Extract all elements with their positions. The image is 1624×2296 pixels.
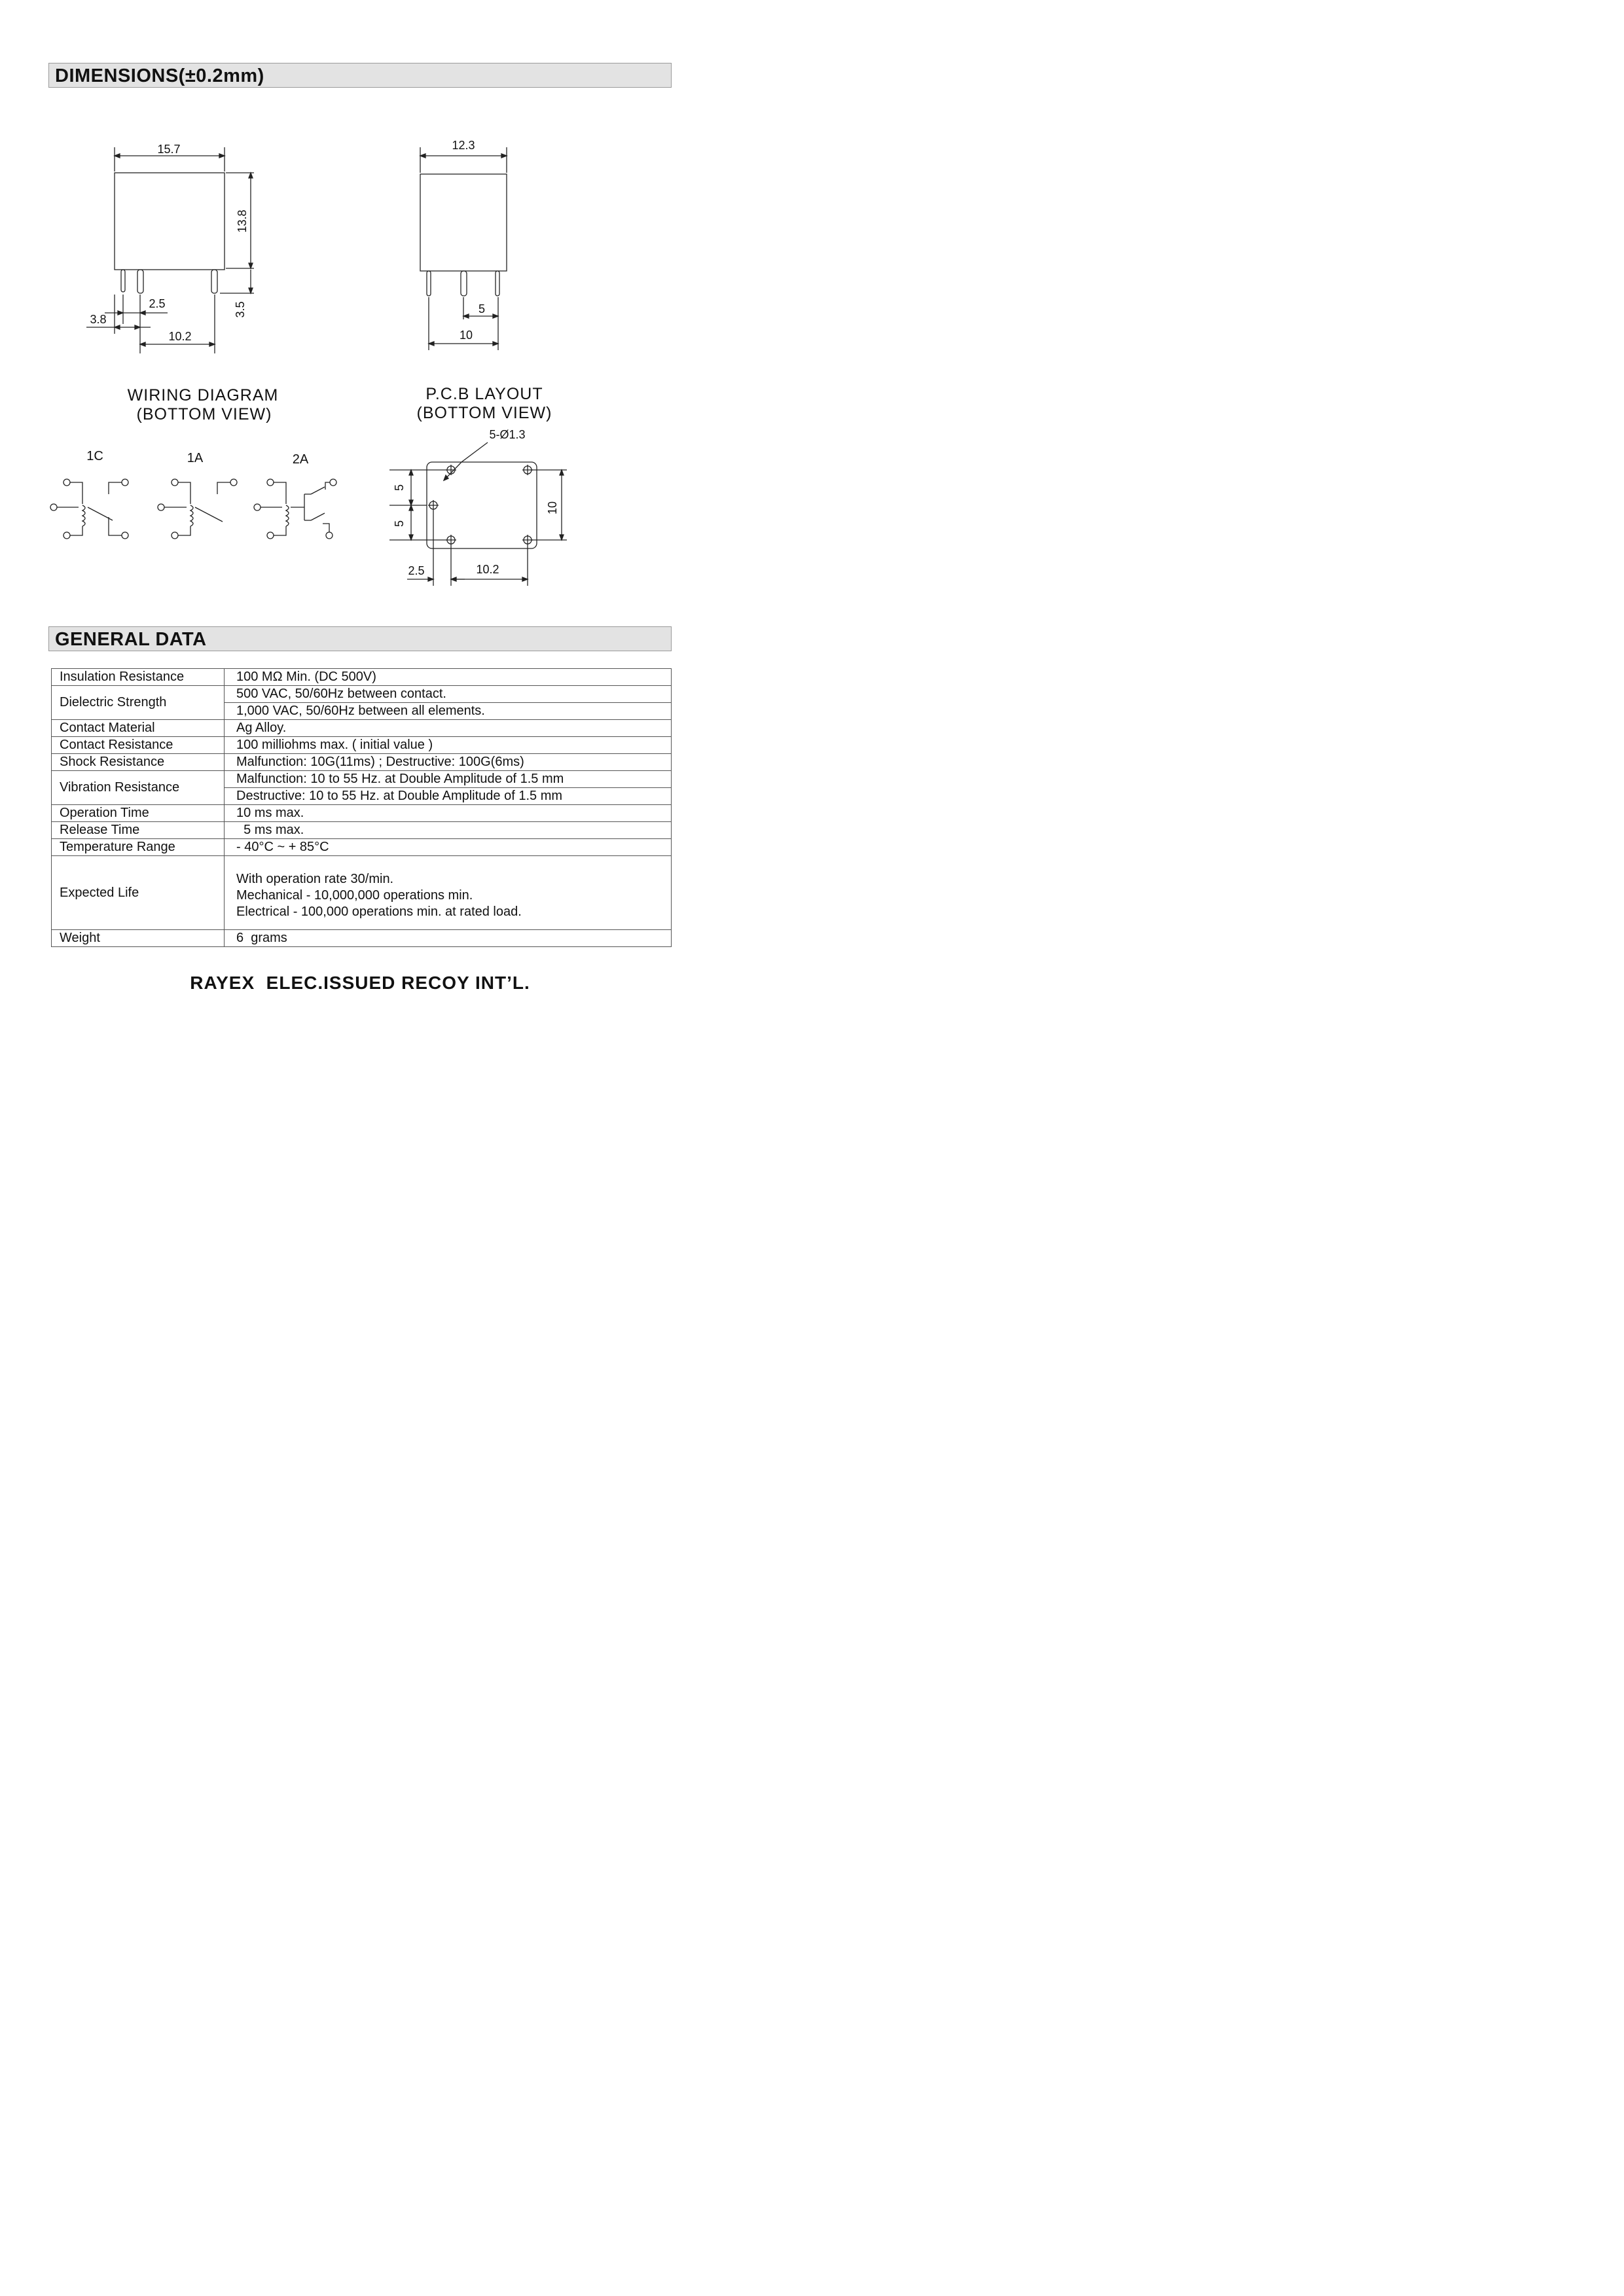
wiring-label-1a: 1A bbox=[187, 451, 204, 465]
row-label: Temperature Range bbox=[52, 839, 225, 856]
side-width-label: 12.3 bbox=[452, 139, 475, 152]
row-value-multiline bbox=[225, 856, 672, 930]
table-row bbox=[52, 754, 672, 771]
side-pin-2 bbox=[461, 271, 467, 296]
front-pin-offset-label: 3.8 bbox=[90, 313, 107, 326]
table-row bbox=[52, 737, 672, 754]
row-value: - 40°C ~ + 85°C bbox=[225, 839, 672, 856]
row-value: Destructive: 10 to 55 Hz. at Double Amplitude of 1.5 mm bbox=[225, 788, 672, 805]
table-row bbox=[52, 771, 672, 788]
row-value-line: With operation rate 30/min. bbox=[236, 871, 394, 886]
row-value: Malfunction: 10 to 55 Hz. at Double Amplitude of 1.5 mm bbox=[225, 771, 672, 788]
front-pin-3 bbox=[211, 270, 217, 293]
wiring-label-2a: 2A bbox=[292, 452, 309, 467]
front-pin-1 bbox=[121, 270, 125, 292]
row-label: Weight bbox=[52, 930, 225, 947]
side-pin-span-label: 10 bbox=[459, 329, 473, 342]
general-data-header-bar bbox=[48, 626, 672, 651]
row-value: Ag Alloy. bbox=[225, 720, 672, 737]
pcb-offset-label: 2.5 bbox=[408, 564, 425, 577]
relay-front-body bbox=[115, 173, 225, 270]
row-value: 6 grams bbox=[225, 930, 672, 947]
wiring-2a-symbol bbox=[254, 479, 336, 539]
wiring-label-1c: 1C bbox=[86, 449, 103, 463]
front-height-label: 13.8 bbox=[236, 209, 249, 233]
row-value: 100 milliohms max. ( initial value ) bbox=[225, 737, 672, 754]
wiring-diagram-subtitle: (BOTTOM VIEW) bbox=[136, 405, 272, 423]
general-data-table bbox=[51, 668, 672, 947]
row-label: Vibration Resistance bbox=[52, 771, 225, 805]
pcb-pitch-b-label: 5 bbox=[393, 520, 406, 528]
row-label: Contact Material bbox=[52, 720, 225, 737]
front-pin-2 bbox=[137, 270, 143, 293]
pcb-span-label: 10.2 bbox=[476, 563, 499, 576]
row-label: Dielectric Strength bbox=[52, 686, 225, 720]
pcb-height-label: 10 bbox=[546, 501, 559, 515]
row-value: 10 ms max. bbox=[225, 805, 672, 822]
table-row bbox=[52, 839, 672, 856]
row-value: 5 ms max. bbox=[225, 822, 672, 839]
pcb-pitch-a-label: 5 bbox=[393, 484, 406, 492]
table-row bbox=[52, 822, 672, 839]
footer-company: RAYEX ELEC.ISSUED RECOY INT’L. bbox=[190, 973, 530, 993]
dimensions-title: DIMENSIONS(±0.2mm) bbox=[55, 65, 264, 86]
wiring-diagram-title: WIRING DIAGRAM bbox=[127, 386, 279, 404]
side-pin-3 bbox=[496, 271, 499, 296]
pcb-holes-label: 5-Ø1.3 bbox=[489, 428, 526, 441]
row-label: Contact Resistance bbox=[52, 737, 225, 754]
pcb-layout-title: P.C.B LAYOUT bbox=[425, 385, 543, 403]
front-width-label: 15.7 bbox=[157, 143, 181, 156]
front-pin-length-label: 3.5 bbox=[234, 301, 247, 318]
relay-side-body bbox=[420, 174, 507, 271]
wiring-1c-symbol bbox=[50, 479, 128, 539]
row-value: 1,000 VAC, 50/60Hz between all elements. bbox=[225, 703, 672, 720]
table-row bbox=[52, 805, 672, 822]
pcb-holes bbox=[428, 465, 533, 545]
front-pin-span-label: 10.2 bbox=[168, 330, 192, 343]
row-label: Release Time bbox=[52, 822, 225, 839]
pcb-layout-subtitle: (BOTTOM VIEW) bbox=[416, 404, 552, 422]
row-label: Insulation Resistance bbox=[52, 669, 225, 686]
row-label: Expected Life bbox=[52, 856, 225, 930]
row-value: 100 MΩ Min. (DC 500V) bbox=[225, 669, 672, 686]
row-label: Operation Time bbox=[52, 805, 225, 822]
general-data-title: GENERAL DATA bbox=[55, 629, 207, 650]
side-pin-1 bbox=[427, 271, 431, 296]
table-row bbox=[52, 930, 672, 947]
row-value: Malfunction: 10G(11ms) ; Destructive: 100G(6ms) bbox=[225, 754, 672, 771]
dimension-drawings bbox=[0, 0, 720, 615]
row-value-line: Electrical - 100,000 operations min. at rated load. bbox=[236, 904, 522, 919]
row-value-line: Mechanical - 10,000,000 operations min. bbox=[236, 888, 473, 903]
table-row bbox=[52, 669, 672, 686]
table-row bbox=[52, 856, 672, 930]
row-label: Shock Resistance bbox=[52, 754, 225, 771]
table-row bbox=[52, 720, 672, 737]
front-pin-pitch-label: 2.5 bbox=[149, 297, 166, 310]
table-row bbox=[52, 686, 672, 703]
row-value: 500 VAC, 50/60Hz between contact. bbox=[225, 686, 672, 703]
wiring-1a-symbol bbox=[158, 479, 237, 539]
side-pin-pitch-label: 5 bbox=[478, 302, 486, 315]
pcb-outline bbox=[427, 462, 537, 548]
